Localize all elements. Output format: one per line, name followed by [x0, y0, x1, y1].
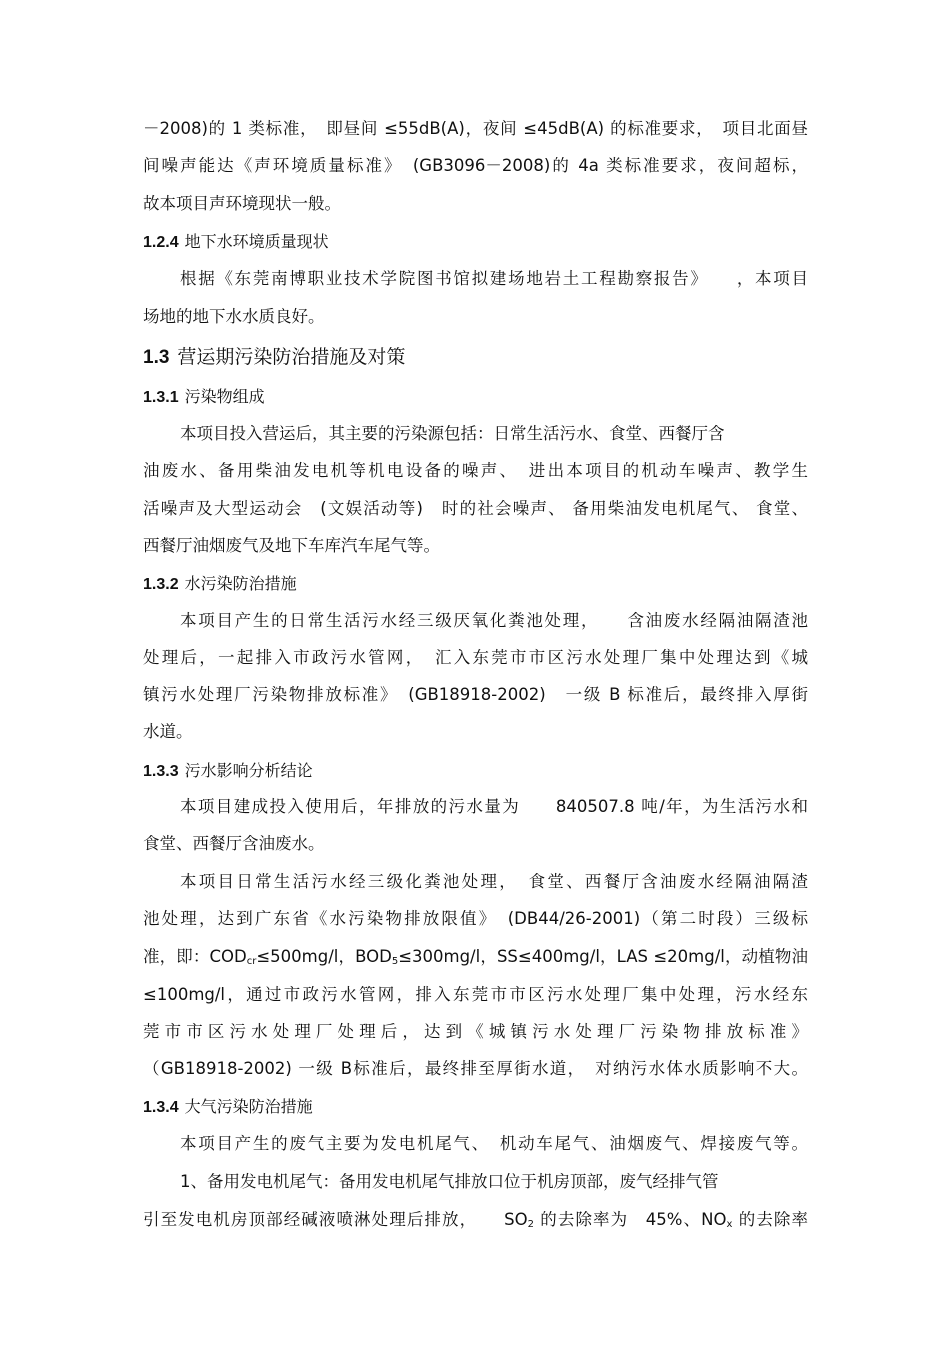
section-number: 1.3 — [143, 347, 170, 368]
section-heading-1-2-4 — [143, 231, 808, 254]
paragraph-line: 本项目产生的废气主要为发电机尾气、 机动车尾气、油烟废气、焊接废气等。 — [180, 1134, 808, 1153]
section-number: 1.2.4 — [143, 234, 179, 251]
section-heading-1-3-1 — [143, 386, 808, 409]
paragraph-line — [143, 1209, 808, 1231]
section-heading-1-3-2 — [143, 573, 808, 596]
paragraph-line: －2008)的 1 类标准， 即昼间 ≤55dB(A)，夜间 ≤45dB(A) 的标准要求， 项目北面昼 — [143, 119, 808, 138]
section-heading-1-3-4 — [143, 1096, 808, 1119]
paragraph-line: 池处理，达到广东省《水污染物排放限值》 (DB44/26-2001)（第二时段）三级标 — [143, 909, 808, 928]
text-run: ≤300mg/l，SS≤400mg/l，LAS ≤20mg/l，动植物油 — [398, 947, 808, 966]
subscript: 5 — [391, 956, 399, 967]
section-title: 地下水环境质量现状 — [184, 232, 329, 251]
paragraph-line: 本项目投入营运后，其主要的污染源包括：日常生活污水、食堂、西餐厅含 — [180, 424, 725, 443]
paragraph-line: ≤100mg/l，通过市政污水管网，排入东莞市市区污水处理厂集中处理，污水经东 — [143, 985, 808, 1004]
paragraph-line: 1、备用发电机尾气：备用发电机尾气排放口位于机房顶部，废气经排气管 — [180, 1172, 719, 1191]
paragraph-line: 水道。 — [143, 722, 193, 741]
section-title: 水污染防治措施 — [184, 574, 297, 593]
section-title: 营运期污染防治措施及对策 — [177, 346, 406, 368]
text-run: 准，即：COD — [143, 947, 247, 966]
section-number: 1.3.4 — [143, 1099, 179, 1116]
section-heading-1-3-3 — [143, 760, 808, 783]
paragraph-line: 油废水、备用柴油发电机等机电设备的噪声、 进出本项目的机动车噪声、教学生 — [143, 461, 808, 480]
text-run: 引至发电机房顶部经碱液喷淋处理后排放， SO — [143, 1210, 528, 1229]
paragraph-line: 本项目日常生活污水经三级化粪池处理， 食堂、西餐厅含油废水经隔油隔渣 — [180, 872, 808, 891]
paragraph-line: 本项目产生的日常生活污水经三级厌氧化粪池处理， 含油废水经隔油隔渣池 — [180, 611, 808, 630]
paragraph-line: 本项目建成投入使用后，年排放的污水量为 840507.8 吨/年，为生活污水和 — [180, 797, 808, 816]
paragraph-line: 故本项目声环境现状一般。 — [143, 194, 341, 213]
section-number: 1.3.2 — [143, 576, 179, 593]
section-number: 1.3.3 — [143, 763, 179, 780]
paragraph-line: 场地的地下水水质良好。 — [143, 307, 325, 326]
section-title: 大气污染防治措施 — [184, 1097, 313, 1116]
text-run: 的去除率 — [732, 1210, 809, 1229]
section-title: 污水影响分析结论 — [184, 761, 313, 780]
section-title: 污染物组成 — [184, 387, 265, 406]
section-heading-1-3 — [143, 344, 808, 371]
paragraph-line: 活噪声及大型运动会 (文娱活动等) 时的社会噪声、 备用柴油发电机尾气、 食堂、 — [143, 499, 808, 518]
subscript: cr — [246, 956, 257, 967]
paragraph-line: 间噪声能达《声环境质量标准》 (GB3096－2008)的 4a 类标准要求，夜间超标， — [143, 156, 808, 175]
subscript: 2 — [527, 1219, 534, 1230]
paragraph-line: 处理后，一起排入市政污水管网， 汇入东莞市市区污水处理厂集中处理达到《城 — [143, 648, 808, 667]
text-run: ≤500mg/l，BOD — [256, 947, 392, 966]
paragraph-line: 莞市市区污水处理厂处理后，达到《城镇污水处理厂污染物排放标准》 — [143, 1022, 808, 1041]
paragraph-line: （GB18918-2002) 一级 B标准后，最终排至厚街水道， 对纳污水体水质影响不大。 — [143, 1059, 808, 1078]
paragraph-line: 镇污水处理厂污染物排放标准》 (GB18918-2002) 一级 B 标准后，最终排入厚街 — [143, 685, 808, 704]
subscript: x — [726, 1219, 733, 1230]
paragraph-line: 根据《东莞南博职业技术学院图书馆拟建场地岩土工程勘察报告》 ，本项目 — [180, 269, 808, 288]
text-run: 的去除率为 45%、NO — [533, 1210, 727, 1229]
section-number: 1.3.1 — [143, 389, 179, 406]
paragraph-line — [143, 946, 808, 968]
paragraph-line: 西餐厅油烟废气及地下车库汽车尾气等。 — [143, 536, 440, 555]
paragraph-line: 食堂、西餐厅含油废水。 — [143, 834, 325, 853]
